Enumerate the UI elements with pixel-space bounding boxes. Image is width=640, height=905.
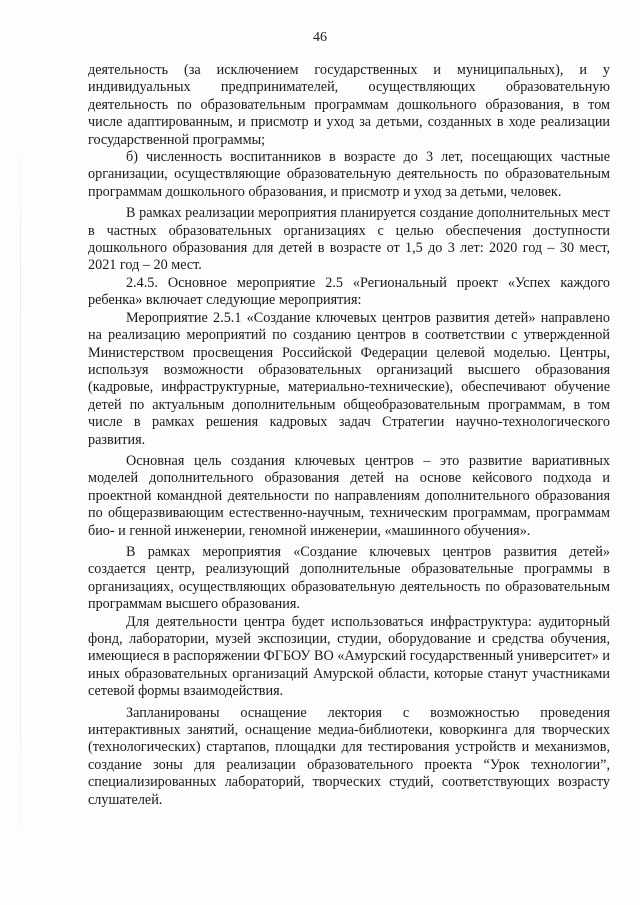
paragraph-infrastructure: Для деятельности центра будет использоваться инфраструктура: аудиторный фонд, лаборатории, музей экспозиции, студии, оборудование и средства обучения, имеющиеся в распоряжении ФГБОУ ВО «Амурский государственный университет» и иных образовательных организаций Амурской области, которые станут участниками сетевой формы взаимодействия. (88, 613, 610, 700)
scan-edge-mark (20, 120, 21, 880)
paragraph-section-2-4-5: 2.4.5. Основное мероприятие 2.5 «Региональный проект «Успех каждого ребенка» включает следующие мероприятия: (88, 274, 610, 309)
paragraph-additional-places: В рамках реализации мероприятия планируется создание дополнительных мест в частных образовательных организациях с целью обеспечения доступности дошкольного образования для детей в возрасте от 1,5 до 3 лет: 2020 год – 30 мест, 2021 год – 20 мест. (88, 205, 610, 274)
page-number: 46 (313, 30, 327, 45)
paragraph-item-b: б) численность воспитанников в возрасте до 3 лет, посещающих частные организации, осуществляющие образовательную деятельность по образовательным программам дошкольного образования, и присмотр и уход за детьми, человек. (88, 149, 610, 200)
document-body (88, 62, 610, 809)
paragraph-continued-from-previous-page: деятельность (за исключением государственных и муниципальных), и у индивидуальных предпринимателей, осуществляющих образовательную деятельность по образовательным программам дошкольного образования, в том числе адаптированным, и присмотр и уход за детьми, созданных в ходе реализации государственной программы; (88, 62, 610, 148)
paragraph-planned-equipment: Запланированы оснащение лектория с возможностью проведения интерактивных занятий, оснащение медиа-библиотеки, коворкинга для творческих (технологических) стартапов, площадки для тестирования устройств и механизмов, создание зоны для реализации образовательного проекта “Урок технологии”, специализированных лабораторий, творческих студий, соответствующих возрасту слушателей. (88, 704, 610, 808)
paragraph-main-goal: Основная цель создания ключевых центров – это развитие вариативных моделей дополнительного образования детей на основе кейсового подхода и проектной командной деятельности по направлениям дополнительного образования по общеразвивающим естественно-научным, техническим программам, программам био- и генной инженерии, геномной инженерии, «машинного обучения». (88, 452, 610, 539)
paragraph-center-creation: В рамках мероприятия «Создание ключевых центров развития детей» создается центр, реализующий дополнительные образовательные программы в организациях, осуществляющих образовательную деятельность по образовательным программам высшего образования. (88, 543, 610, 613)
paragraph-measure-2-5-1: Мероприятие 2.5.1 «Создание ключевых центров развития детей» направлено на реализацию мероприятий по созданию центров в соответствии с утвержденной Министерством просвещения Российской Федерации целевой моделью. Центры, используя возможности образовательных организаций высшего образования (кадровые, инфраструктурные, материально-технические), обеспечивают обучение детей по актуальным дополнительным общеобразовательным программам, в том числе в рамках решения кадровых задач Стратегии научно-технологического развития. (88, 309, 610, 448)
